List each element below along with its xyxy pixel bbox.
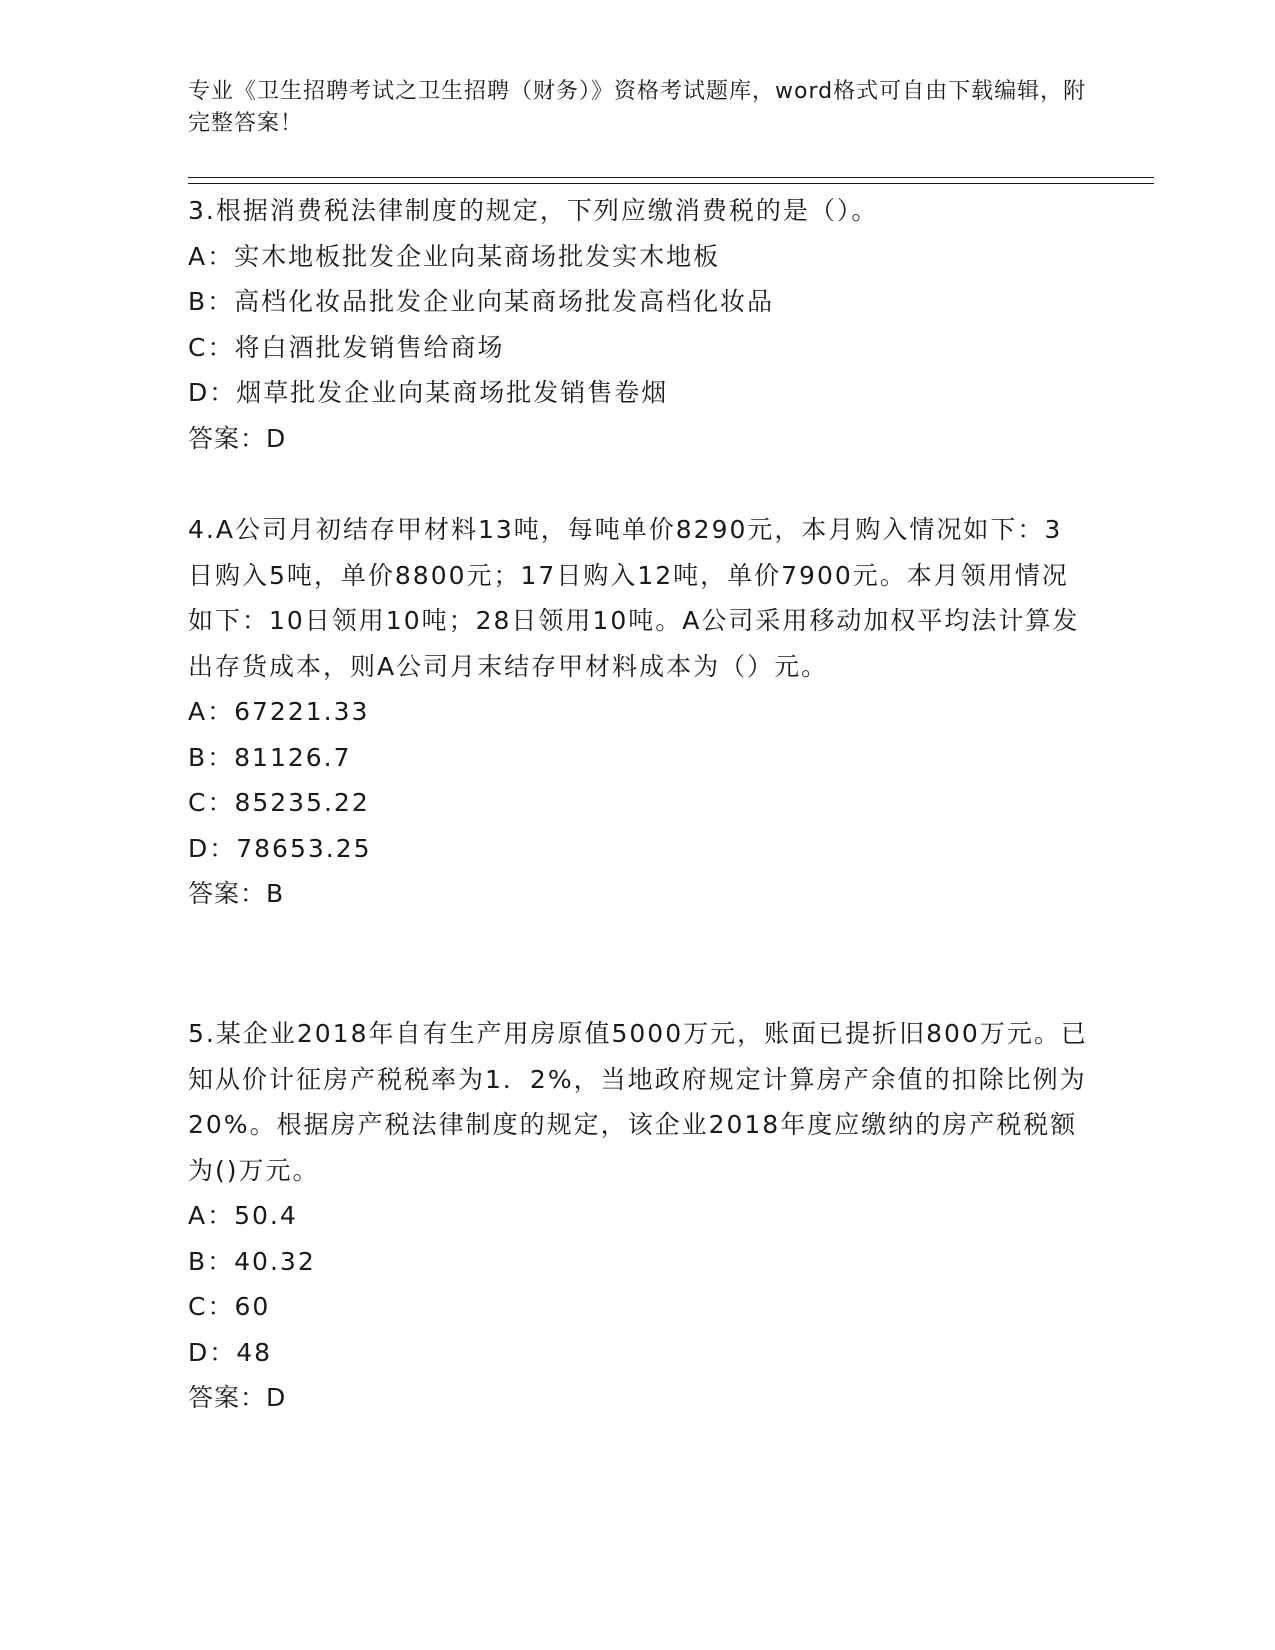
option-d: D：48 — [188, 1337, 273, 1367]
question-3 — [188, 188, 1088, 461]
option-d: D：烟草批发企业向某商场批发销售卷烟 — [188, 378, 669, 407]
answer-line: 答案：D — [188, 1383, 287, 1412]
header-divider-bottom — [188, 183, 1154, 184]
option-b: B：81126.7 — [188, 742, 352, 772]
question-stem: 5.某企业2018年自有生产用房原值5000万元，账面已提折旧800万元。已知从价计征房产税税率为1．2%，当地政府规定计算房产余值的扣除比例为20%。根据房产税法律制度的规定，该企业2018年度应缴纳的房产税税额为()万元。 — [188, 1019, 1088, 1185]
option-a: A：50.4 — [188, 1201, 298, 1230]
option-d: D：78653.25 — [188, 833, 372, 863]
option-b: B：40.32 — [188, 1246, 316, 1276]
question-5 — [188, 1011, 1088, 1421]
option-c: C：85235.22 — [188, 788, 370, 817]
answer-line: 答案：B — [188, 879, 285, 908]
question-stem: 4.A公司月初结存甲材料13吨，每吨单价8290元，本月购入情况如下：3日购入5吨，单价8800元；17日购入12吨，单价7900元。本月领用情况如下：10日领用10吨；28日领用10吨。A公司采用移动加权平均法计算发出存货成本，则A公司月末结存甲材料成本为（）元。 — [188, 515, 1080, 681]
header-divider-top — [188, 177, 1154, 178]
option-a: A：实木地板批发企业向某商场批发实木地板 — [188, 241, 721, 271]
document-header: 专业《卫生招聘考试之卫生招聘（财务）》资格考试题库，word格式可自由下载编辑，附完整答案！ — [188, 79, 1087, 136]
option-b: B：高档化妆品批发企业向某商场批发高档化妆品 — [188, 287, 775, 316]
question-stem: 3.根据消费税法律制度的规定，下列应缴消费税的是（）。 — [188, 196, 879, 225]
option-c: C：60 — [188, 1292, 271, 1321]
question-4 — [188, 507, 1088, 917]
answer-line: 答案：D — [188, 423, 287, 453]
option-c: C：将白酒批发销售给商场 — [188, 332, 505, 362]
option-a: A：67221.33 — [188, 697, 370, 726]
